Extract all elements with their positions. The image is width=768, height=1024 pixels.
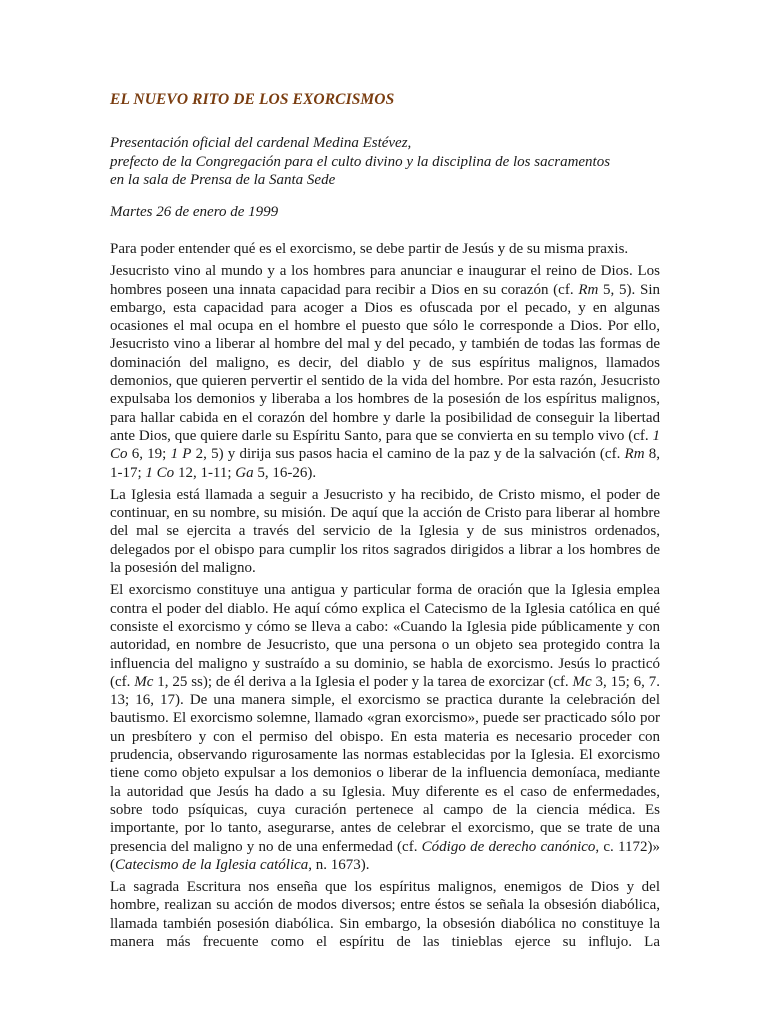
paragraph-text: 1, 25 ss); de él deriva a la Iglesia el poder y la tarea de exorcizar (cf. bbox=[153, 673, 573, 690]
presentation-block bbox=[110, 134, 610, 190]
citation-text: Catecismo de la Iglesia católica bbox=[115, 856, 309, 873]
body-text bbox=[110, 240, 660, 955]
presentation-line: prefecto de la Congregación para el culto divino y la disciplina de los sacramentos bbox=[110, 153, 611, 170]
paragraph-text: Para poder entender qué es el exorcismo, se debe partir de Jesús y de su misma praxis. bbox=[110, 241, 629, 257]
paragraph-1 bbox=[110, 240, 660, 258]
paragraph-text: 8, 1-17; bbox=[110, 446, 660, 481]
citation-text: Código de derecho canónico bbox=[421, 838, 596, 855]
paragraph-2 bbox=[110, 262, 660, 482]
citation-text: Mc bbox=[572, 673, 592, 690]
document-date: Martes 26 de enero de 1999 bbox=[110, 204, 279, 220]
paragraph-text: El exorcismo constituye una antigua y particular forma de oración que la Iglesia emplea contra el poder del diablo. He aquí cómo explica el Catecismo de la Iglesia católica en qué consiste el exorcismo y cómo se lleva a cabo: «Cuando la Iglesia pide públicamente y con autoridad, en nombre de Jesucristo, que una persona o un objeto sea protegido contra la influencia del maligno y sustraído a su dominio, se habla de exorcismo. Jesús lo practicó (cf. bbox=[110, 582, 660, 690]
paragraph-text: , n. 1673). bbox=[308, 856, 370, 873]
citation-text: 1 Co bbox=[110, 427, 660, 463]
paragraph-text: 6, 19; bbox=[127, 446, 171, 463]
citation-text: 1 P bbox=[170, 446, 192, 463]
paragraph-5 bbox=[110, 878, 660, 951]
document-title: EL NUEVO RITO DE LOS EXORCISMOS bbox=[110, 91, 395, 108]
paragraph-text: La sagrada Escritura nos enseña que los espíritus malignos, enemigos de Dios y del hombre, realizan su acción de modos diversos; entre éstos se señala la obsesión diabólica, llamada también posesión diabólica. Sin embargo, la obsesión diabólica no constituye la manera más frecuente como el espíritu de las tinieblas ejerce su influjo. La bbox=[110, 879, 660, 950]
paragraph-text: Jesucristo vino al mundo y a los hombres para anunciar e inaugurar el reino de Dios. Los hombres poseen una innata capacidad para recibir a Dios en su corazón (cf. bbox=[110, 263, 660, 298]
paragraph-3 bbox=[110, 486, 660, 577]
citation-text: Mc bbox=[134, 673, 154, 690]
paragraph-text: La Iglesia está llamada a seguir a Jesucristo y ha recibido, de Cristo mismo, el poder de continuar, en su nombre, su misión. De aquí que la acción de Cristo para liberar al hombre del mal se ejercita a través del servicio de la Iglesia y de sus ministros ordenados, delegados por el obispo para cumplir los ritos sagrados dirigidos a librar a los hombres de la posesión del maligno. bbox=[110, 486, 660, 577]
paragraph-text: 5, 16-26). bbox=[253, 464, 317, 481]
paragraph-4 bbox=[110, 581, 660, 874]
paragraph-text: 12, 1-11; bbox=[174, 464, 236, 481]
paragraph-text: 2, 5) y dirija sus pasos hacia el camino de la paz y de la salvación (cf. bbox=[191, 446, 625, 463]
citation-text: 1 Co bbox=[145, 464, 175, 481]
paragraph-text: 3, 15; 6, 7. 13; 16, 17). De una manera simple, el exorcismo se practica durante la celebración del bautismo. El exorcismo solemne, llamado «gran exorcismo», puede ser practicado sólo por un presbítero y con el permiso del obispo. En esta materia es necesario proceder con prudencia, observando rigurosamente las normas establecidas por la Iglesia. El exorcismo tiene como objeto expulsar a los demonios o liberar de la influencia demoníaca, mediante la autoridad que Jesús ha dado a su Iglesia. Muy diferente es el caso de enfermedades, sobre todo psíquicas, cuya curación pertenece al campo de la ciencia médica. Es importante, por lo tanto, asegurarse, antes de celebrar el exorcismo, que se trate de una presencia del maligno y no de una enfermedad (cf. bbox=[110, 673, 660, 855]
citation-text: Rm bbox=[578, 281, 599, 298]
presentation-line: Presentación oficial del cardenal Medina Estévez, bbox=[110, 135, 412, 151]
presentation-line: en la sala de Prensa de la Santa Sede bbox=[110, 172, 336, 188]
paragraph-text: 5, 5). Sin embargo, esta capacidad para acoger a Dios es ofuscada por el pecado, y en algunas ocasiones el mal ocupa en el hombre el puesto que sólo le corresponde a Dios. Por ello, Jesucristo vino a liberar al hombre del mal y del pecado, y también de todas las formas de dominación del maligno, es decir, del diablo y de sus espíritus malignos, llamados demonios, que quieren pervertir el sentido de la vida del hombre. Por esta razón, Jesucristo expulsaba los demonios y liberaba a los hombres de la posesión de los espíritus malignos, para hallar cabida en el corazón del hombre y darle la posibilidad de conseguir la libertad ante Dios, que quiere darle su Espíritu Santo, para que se convierta en su templo vivo (cf. bbox=[110, 281, 660, 444]
paragraph-text: , c. 1172)» ( bbox=[110, 838, 660, 873]
citation-text: Ga bbox=[235, 464, 254, 481]
citation-text: Rm bbox=[624, 446, 645, 463]
